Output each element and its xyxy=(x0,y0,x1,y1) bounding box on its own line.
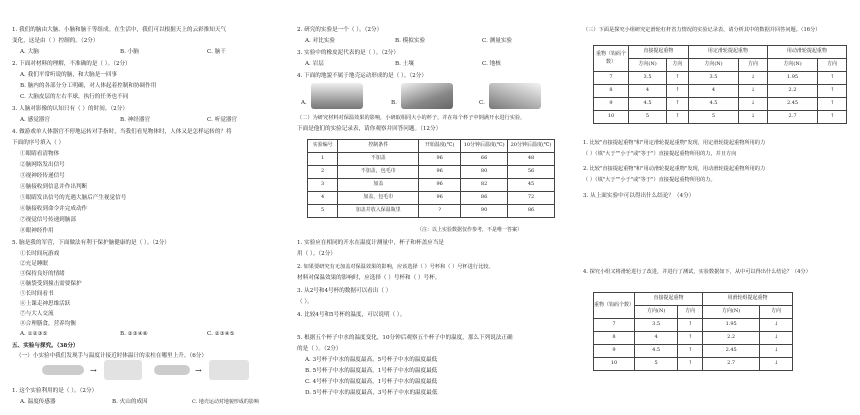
table-cell: 10 xyxy=(594,358,635,371)
table-cell: ↑ xyxy=(667,72,689,85)
q3-option-c[interactable]: C. 听觉器官 xyxy=(207,117,238,123)
table-note: （注：以上实验数据仅作参考，不是唯一答案） xyxy=(417,227,523,233)
table-cell: 4 xyxy=(635,332,678,345)
landform-a-image xyxy=(311,83,363,109)
table-cell: 5 xyxy=(308,205,338,218)
table-row xyxy=(308,205,555,218)
q5-item: ②充足睡眠 xyxy=(20,261,48,267)
column-right xyxy=(583,0,853,415)
c2-q3-option-b[interactable]: B. 土壤 xyxy=(395,61,414,67)
table-row xyxy=(594,345,793,358)
table-cell: 8 xyxy=(594,332,635,345)
table-header: 20分钟后温度(℃) xyxy=(508,140,555,153)
table-header: 用动滑轮提起重物 xyxy=(767,46,846,59)
table-cell: 96 xyxy=(419,153,461,166)
q5-text: 5. 脑是我的军营，下面做法有利于保护脑健康的是（ ）。（2分） xyxy=(12,240,170,246)
table-cell: 3 xyxy=(308,179,338,192)
table-subheader-row xyxy=(594,59,847,72)
table-cell: ↑ xyxy=(818,98,847,111)
c2-q4-text: 4. 下面的地貌不属于地壳运动形成的是（ ）。（2分） xyxy=(297,73,427,79)
table-cell: ↓ xyxy=(760,345,793,358)
table-subheader: 方向 xyxy=(739,59,768,72)
table-cell: 82 xyxy=(461,179,508,192)
landform-b-label[interactable]: B. xyxy=(391,100,397,106)
table-cell: ↑ xyxy=(678,358,703,371)
table-cell: ? xyxy=(419,205,461,218)
a5-option-c[interactable]: C. 4号杯子中水的温度最高，1号杯子中水的温度最低 xyxy=(305,379,438,385)
table-row xyxy=(594,85,847,98)
table-cell: ↑ xyxy=(818,72,847,85)
table-cell: ↓ xyxy=(760,332,793,345)
table-row xyxy=(308,153,555,166)
column-middle xyxy=(297,0,575,415)
table-row xyxy=(594,358,793,371)
a3-text: 3. 从2号和4号杯的数据可以看出（ ） xyxy=(297,288,392,294)
q1-option-a[interactable]: A. 大脑 xyxy=(20,49,39,55)
q4-item: ③视神经传递信号 xyxy=(20,173,65,179)
b4-text: 4. 探究小组又将滑轮进行了改进，并进行了测试，实验数据如下，从中可以得出什么结论？（4分） xyxy=(583,269,811,275)
table-header: 10分钟后温度(℃) xyxy=(461,140,508,153)
table-cell: 2.45 xyxy=(703,345,760,358)
table-subheader: 方向(N) xyxy=(629,59,667,72)
b2-text-cont: （ ）（填"大于""小于"或"等于"）直接提起重物所用的力。 xyxy=(583,177,716,183)
table-cell: 2.2 xyxy=(767,85,817,98)
table-cell: ↑ xyxy=(678,319,703,332)
table-subheader: 方向 xyxy=(818,59,847,72)
table-cell: 90 xyxy=(461,205,508,218)
table-header: 直接提起重物 xyxy=(629,46,689,59)
landform-c-label[interactable]: C. xyxy=(479,100,485,106)
a4-text: 4. 比较4号和5号杯的温度，可以说明（ ）。 xyxy=(297,312,406,318)
table-cell: 10 xyxy=(594,111,629,124)
a1-text-cont: 用（ ）。（2分） xyxy=(297,251,336,257)
table-row xyxy=(594,319,793,332)
table-cell: 86 xyxy=(508,205,555,218)
table-subheader: 方向(N) xyxy=(688,59,738,72)
table-cell: 96 xyxy=(419,192,461,205)
table-cell: 7 xyxy=(594,319,635,332)
hands-pressing-image xyxy=(104,360,142,380)
s3-intro: （三）下面是探究小组研究定滑轮杠杆省力情况的实验记录表，请分析其中的数据并回答问题。（16分） xyxy=(583,27,821,33)
table-cell: 4 xyxy=(629,85,667,98)
a5-text: 5. 根据五个杯子中水的温度变化，10分钟后观察五个杯子中的温度，那么下列说法正确 xyxy=(297,335,513,341)
q5-item: ⑥上课走神思维活跃 xyxy=(20,301,71,307)
table-cell: 2.2 xyxy=(703,332,760,345)
landform-a-label[interactable]: A. xyxy=(301,100,307,106)
a5-option-b[interactable]: B. 5号杯子中水的温度最高，1号杯子中水的温度最低 xyxy=(305,368,438,374)
table-subheader: 方向 xyxy=(760,306,793,319)
q1-text: 1. 我们的脑由大脑、小脑和脑干等组成。在生活中，我们可以根据天上的云彩推知天气 xyxy=(12,27,227,33)
table-cell: 3.5 xyxy=(629,72,667,85)
table-cell: 2 xyxy=(308,166,338,179)
a5-option-a[interactable]: A. 3号杯子中水的温度最高，5号杯子中水的温度最低 xyxy=(305,357,438,363)
table-cell: ↓ xyxy=(739,72,768,85)
table-cell: 48 xyxy=(508,153,555,166)
q4-item: ②脑网络发出信号 xyxy=(20,162,65,168)
table-cell: ↑ xyxy=(818,111,847,124)
e1-option-c[interactable]: C. 地壳运动对地貌形成的影响 xyxy=(192,399,259,405)
table-header: 直接提起重物 xyxy=(635,293,703,306)
table-cell: ↑ xyxy=(667,85,689,98)
q4-text: 4. 做游戏单人体器官不停地运转对手指时，当我们看见物体时，人体又是怎样运转的？将 xyxy=(12,129,232,135)
e1-text: 1. 这个实验利用的是（ ）。（2分） xyxy=(12,388,98,394)
table-cell: 5 xyxy=(629,111,667,124)
q3-option-b[interactable]: B. 神经器官 xyxy=(120,117,151,123)
q3-text: 3. 人脑对影像的认知只有（ ）的时间。（2分） xyxy=(12,106,128,112)
table-cell: 3.5 xyxy=(688,72,738,85)
table-cell: 8 xyxy=(594,85,629,98)
table-cell: 4 xyxy=(308,192,338,205)
clay-layer-image xyxy=(154,365,190,375)
arrow-right-icon: → xyxy=(90,366,97,375)
b2-text: 2. 比较"直接提起重物"和"用动滑轮提起重物"发现，用动滑轮提起重物所用的力 xyxy=(583,166,766,172)
table-cell: 4.5 xyxy=(629,98,667,111)
table-header: 重物（钩码个数） xyxy=(594,293,635,319)
q5-option-a[interactable]: A. ①②③⑤ xyxy=(20,331,48,337)
table-subheader: 方向 xyxy=(678,306,703,319)
rolled-clay-image xyxy=(42,365,84,375)
c2-q2-option-c[interactable]: C. 测量实验 xyxy=(482,38,513,44)
table-row xyxy=(308,179,555,192)
folded-clay-image xyxy=(209,360,249,380)
table-cell: ↑ xyxy=(667,111,689,124)
table-cell: 96 xyxy=(419,166,461,179)
table-cell: 加盖并放入保温瓶里 xyxy=(338,205,419,218)
q4-item: ⑧眼神经作用 xyxy=(20,228,54,234)
table-cell: 9 xyxy=(594,98,629,111)
table-header: 开始温度(℃) xyxy=(419,140,461,153)
table-cell: 不加盖，包毛巾 xyxy=(338,166,419,179)
table-cell: 45 xyxy=(508,179,555,192)
q5-item: ④脑袋受到撞击需要保护 xyxy=(20,281,82,287)
landform-c-image xyxy=(489,83,541,109)
c2-q3-option-a[interactable]: A. 岩层 xyxy=(305,61,324,67)
table-cell: 4.5 xyxy=(688,98,738,111)
table-row xyxy=(594,111,847,124)
table-header-row xyxy=(594,46,847,59)
table-cell: ↓ xyxy=(739,98,768,111)
q5-item: ⑦与大人交流 xyxy=(20,311,54,317)
q5-option-c[interactable]: C. ②③④⑤ xyxy=(207,331,235,337)
b1-text-cont: （ ）（填"大于""小于"或"等于"）直接提起重物所用的力，并且方向 xyxy=(583,151,737,157)
column-left xyxy=(12,0,280,415)
table-cell: 56 xyxy=(508,166,555,179)
table-cell: ↑ xyxy=(678,345,703,358)
table-cell: 4 xyxy=(688,85,738,98)
table-cell: 3.5 xyxy=(635,319,678,332)
q5-item: ③保持良好的情绪 xyxy=(20,271,65,277)
landform-b-image xyxy=(401,83,453,109)
table-header: 用滑轮组提起重物 xyxy=(703,293,793,306)
table-cell: ↓ xyxy=(739,85,768,98)
table-cell: 加盖，包毛巾 xyxy=(338,192,419,205)
arrow-right-icon: → xyxy=(195,366,202,375)
q3-option-a[interactable]: A. 感觉器官 xyxy=(20,117,50,123)
pulley-group-table xyxy=(593,292,793,371)
q4-item: ⑥脑接收到命令并完成动作 xyxy=(20,206,88,212)
q5-option-b[interactable]: B. ②③④⑧ xyxy=(120,331,148,337)
table-header-row xyxy=(594,293,793,306)
e1-option-a[interactable]: A. 温度传感器 xyxy=(20,399,56,405)
s2-intro-cont: 下面是他们的实验记录表，请你观察并回答问题。（12分） xyxy=(297,126,442,132)
table-subheader: 方向 xyxy=(667,59,689,72)
a5-option-d[interactable]: D. 5号杯子中水的温度最高，3号杯子中水的温度最低 xyxy=(305,390,438,396)
a1-text: 1. 实验应在相同的开水在温度计测量中，杯子和杯盖应当是 xyxy=(297,240,444,246)
table-cell: ↑ xyxy=(678,332,703,345)
q2-option-c[interactable]: C. 大脑皮层的左右半球，执行的任务也不同 xyxy=(20,94,129,100)
q1-text-cont: 变化，这是由（ ）控制的。（2分） xyxy=(12,38,99,44)
table-cell: 86 xyxy=(461,192,508,205)
table-subheader: 方向(N) xyxy=(635,306,678,319)
table-cell: 加盖 xyxy=(338,179,419,192)
table-cell: 9 xyxy=(594,345,635,358)
c2-q2-option-a[interactable]: A. 对比实验 xyxy=(305,38,335,44)
table-cell: 66 xyxy=(461,153,508,166)
insulation-table xyxy=(307,139,555,218)
q4-item: ⑦视觉信号传递到脑部 xyxy=(20,217,76,223)
table-cell: 96 xyxy=(419,179,461,192)
c2-q2-text: 2. 研究的实验是一个（ ）。（2分） xyxy=(297,27,383,33)
table-cell: 2.7 xyxy=(767,111,817,124)
table-row xyxy=(308,192,555,205)
e1-option-b[interactable]: B. 火山的成因 xyxy=(112,399,148,405)
table-cell: 不加盖 xyxy=(338,153,419,166)
q1-option-c[interactable]: C. 脑干 xyxy=(207,49,226,55)
table-cell: 5 xyxy=(688,111,738,124)
a2-text: 2. 如果要研究有无加盖对保温效果的影响，应该选择（ ）号杯和（ ）号杯进行比较。 xyxy=(297,264,494,270)
table-cell: 4.5 xyxy=(635,345,678,358)
table-cell: ↓ xyxy=(760,358,793,371)
table-row xyxy=(308,166,555,179)
c2-q3-option-c[interactable]: C. 地核 xyxy=(482,61,501,67)
a2-text-cont: 材料对保温效果的影响时，应选择（ ）号杯和（ ）号杯。 xyxy=(297,275,441,281)
c2-q3-text: 3. 实验中的橡皮泥代表的是（ ）。（2分） xyxy=(297,50,399,56)
q2-text: 2. 下面对材料的理解，不准确的是（ ）。（2分） xyxy=(12,61,131,67)
table-subheader: 方向(N) xyxy=(767,59,817,72)
table-header: 控制条件 xyxy=(338,140,419,153)
section-five-heading: 五、实验与探究。（38分） xyxy=(12,343,79,349)
b3-text: 3. 从上面实验中可以得出什么结论？（4分） xyxy=(583,193,695,199)
q2-option-a[interactable]: A. 我们平常听说的脑，和大脑是一回事 xyxy=(20,72,118,78)
table-cell: 72 xyxy=(508,192,555,205)
table-header-row xyxy=(308,140,555,153)
b1-text: 1. 比较"直接提起重物"和"用定滑轮提起重物"发现，用定滑轮提起重物所用的力 xyxy=(583,140,766,146)
table-header: 用定滑轮提起重物 xyxy=(688,46,767,59)
table-cell: 2.7 xyxy=(703,358,760,371)
table-cell: ↓ xyxy=(739,111,768,124)
table-cell: ↓ xyxy=(760,319,793,332)
a5-text-cont: 的是（ ）。（2分） xyxy=(297,346,342,352)
c2-q2-option-b[interactable]: B. 模拟实验 xyxy=(395,38,426,44)
table-cell: 7 xyxy=(594,72,629,85)
q5-item: ①长时间玩游戏 xyxy=(20,251,60,257)
table-cell: 5 xyxy=(635,358,678,371)
table-cell: 1 xyxy=(308,153,338,166)
table-cell: ↑ xyxy=(818,85,847,98)
pulley-table xyxy=(593,45,847,124)
table-row xyxy=(594,72,847,85)
table-cell: 2.45 xyxy=(767,98,817,111)
table-cell: 80 xyxy=(461,166,508,179)
table-row xyxy=(594,98,847,111)
q5-item: ⑤长时间看书 xyxy=(20,291,54,297)
table-header: 重物（钩码个数） xyxy=(594,46,629,72)
q1-option-b[interactable]: B. 小脑 xyxy=(120,49,139,55)
table-cell: 1.95 xyxy=(703,319,760,332)
table-cell: ↑ xyxy=(667,98,689,111)
q4-text-cont: 下面的序号填入（ ） xyxy=(12,140,65,146)
section-five-sub: （一）小实验中我们发现手与温度计接近时体温计的汞柱在哪里上升。（6分） xyxy=(16,353,207,359)
table-row xyxy=(594,332,793,345)
table-subheader: 方向(N) xyxy=(703,306,760,319)
q4-item: ①眼睛看清物体 xyxy=(20,151,60,157)
table-header: 实验编号 xyxy=(308,140,338,153)
q2-option-b[interactable]: B. 脑内的各部分分工明确，对人体起着控制和协调作用 xyxy=(20,83,157,89)
q4-item: ④脑接收到信息并作出判断 xyxy=(20,184,88,190)
a3-text-cont: （ ）。 xyxy=(297,299,313,305)
q5-item: ⑧合理膳食，营养均衡 xyxy=(20,321,76,327)
table-cell: 1.95 xyxy=(767,72,817,85)
s2-intro: （二）为研究材料对保温效果的影响，小研取相同大小的杯子，并在每个杯子中倒满开水进行实验， xyxy=(297,115,526,121)
q4-item: ⑤眼睛发出信号的光遇大脑后产生视觉信号 xyxy=(20,195,127,201)
